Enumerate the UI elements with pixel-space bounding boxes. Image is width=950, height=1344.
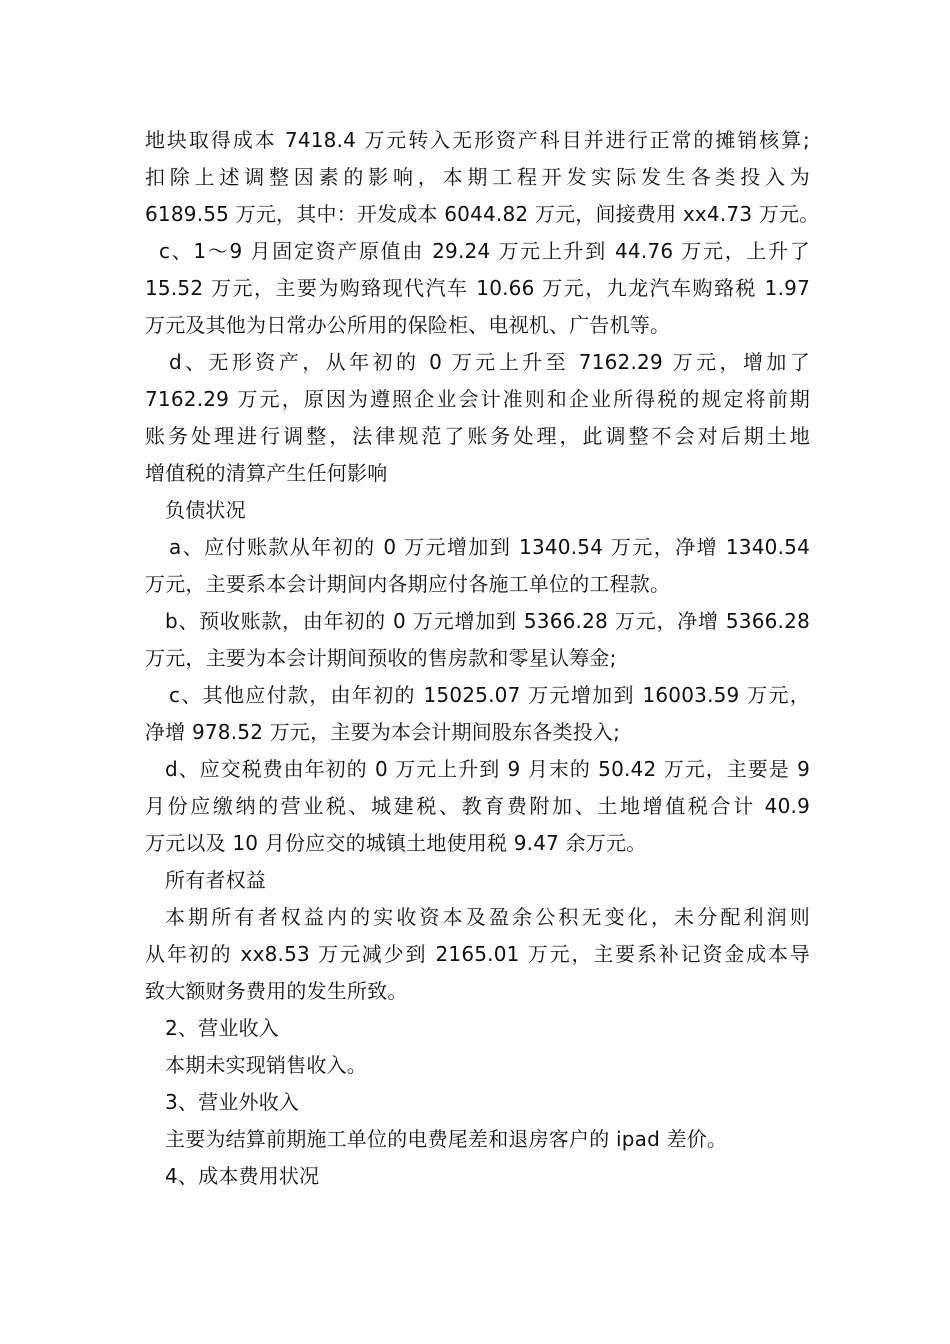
text-line: 扣除上述调整因素的影响，本期工程开发实际发生各类投入为 bbox=[145, 165, 810, 189]
text-line: 万元以及 10 月份应交的城镇土地使用税 9.47 余万元。 bbox=[145, 831, 647, 855]
text-line: 月份应缴纳的营业税、城建税、教育费附加、土地增值税合计 40.9 bbox=[145, 794, 810, 818]
text-line: 致大额财务费用的发生所致。 bbox=[145, 979, 408, 1003]
text-line: 账务处理进行调整，法律规范了账务处理，此调整不会对后期土地 bbox=[145, 424, 810, 448]
text-line: 本期所有者权益内的实收资本及盈余公积无变化，未分配利润则 bbox=[165, 905, 810, 929]
text-line: 增值税的清算产生任何影响 bbox=[145, 461, 388, 485]
text-line: 净增 978.52 万元，主要为本会计期间股东各类投入; bbox=[145, 720, 621, 744]
text-line: c、其他应付款，由年初的 15025.07 万元增加到 16003.59 万元， bbox=[169, 683, 810, 707]
text-line: 本期未实现销售收入。 bbox=[165, 1053, 367, 1077]
section-heading: 4、成本费用状况 bbox=[165, 1164, 320, 1188]
section-heading: 3、营业外收入 bbox=[165, 1090, 300, 1114]
text-line: 地块取得成本 7418.4 万元转入无形资产科目并进行正常的摊销核算; bbox=[145, 128, 810, 152]
section-heading: 2、营业收入 bbox=[165, 1016, 279, 1040]
text-line: 15.52 万元，主要为购臵现代汽车 10.66 万元，九龙汽车购臵税 1.97 bbox=[145, 276, 810, 300]
text-line: 7162.29 万元，原因为遵照企业会计准则和企业所得税的规定将前期 bbox=[145, 387, 810, 411]
text-line: d、无形资产，从年初的 0 万元上升至 7162.29 万元，增加了 bbox=[169, 350, 810, 374]
text-line: b、预收账款，由年初的 0 万元增加到 5366.28 万元，净增 5366.28 bbox=[165, 609, 810, 633]
text-line: 主要为结算前期施工单位的电费尾差和退房客户的 ipad 差价。 bbox=[165, 1127, 728, 1151]
text-line: d、应交税费由年初的 0 万元上升到 9 月末的 50.42 万元，主要是 9 bbox=[165, 757, 810, 781]
text-line: c、1～9 月固定资产原值由 29.24 万元上升到 44.76 万元，上升了 bbox=[159, 239, 810, 263]
text-line: 从年初的 xx8.53 万元减少到 2165.01 万元，主要系补记资金成本导 bbox=[145, 942, 810, 966]
text-line: 6189.55 万元，其中：开发成本 6044.82 万元，间接费用 xx4.73 万元。 bbox=[145, 202, 820, 226]
text-line: 万元，主要为本会计期间预收的售房款和零星认筹金; bbox=[145, 646, 617, 670]
text-line: 万元及其他为日常办公所用的保险柜、电视机、广告机等。 bbox=[145, 313, 671, 337]
section-heading: 所有者权益 bbox=[165, 868, 266, 892]
text-line: 万元，主要系本会计期间内各期应付各施工单位的工程款。 bbox=[145, 572, 671, 596]
section-heading: 负债状况 bbox=[165, 498, 246, 522]
text-line: a、应付账款从年初的 0 万元增加到 1340.54 万元，净增 1340.54 bbox=[169, 535, 810, 559]
document-body bbox=[145, 122, 820, 1195]
